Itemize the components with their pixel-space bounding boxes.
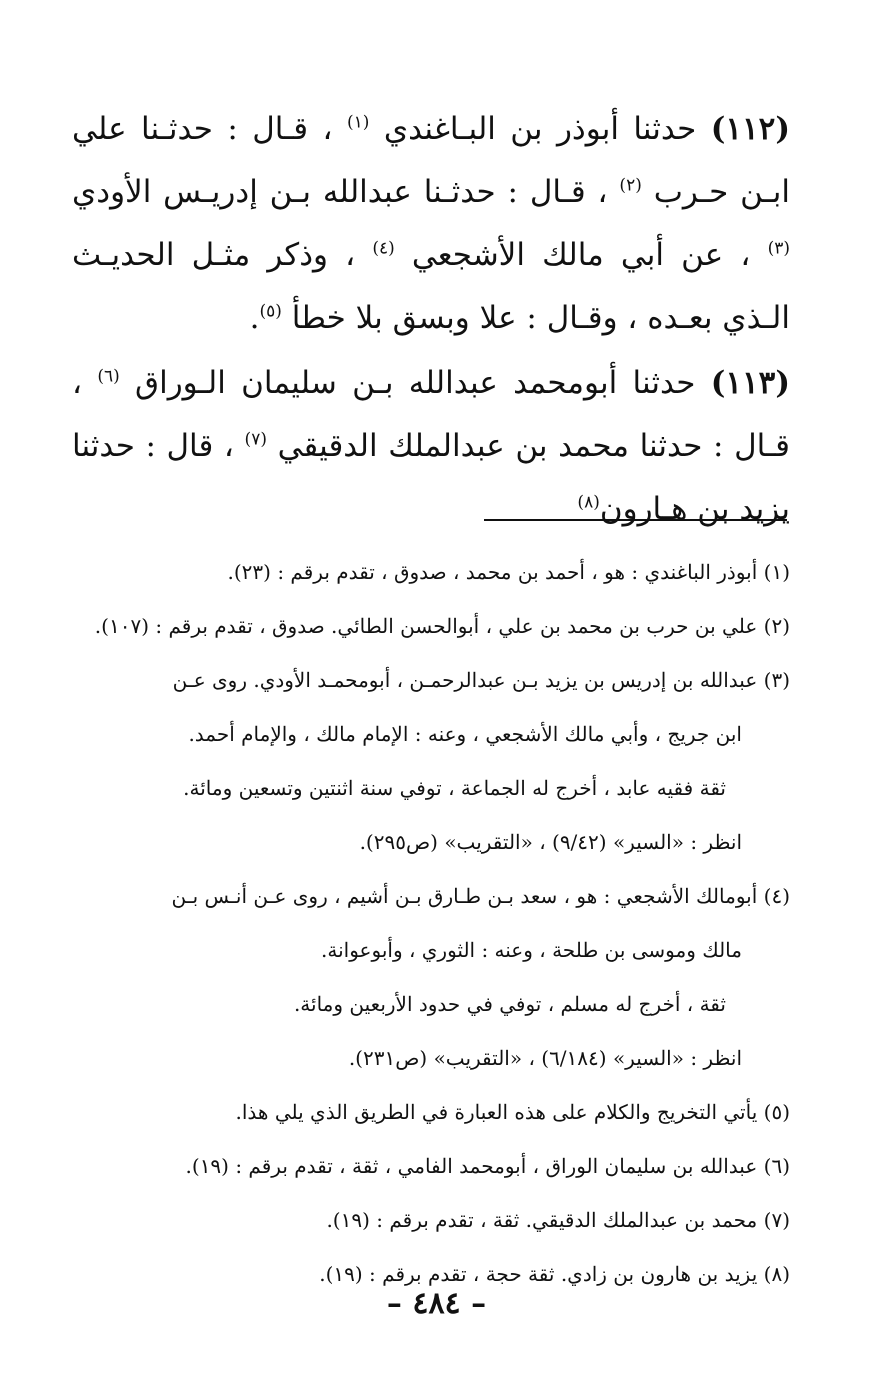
hadith-number: (١١٣) [710,365,790,401]
footnote-line: ثقة فقيه عابد ، أخرج له الجماعة ، توفي سنة اثنتين وتسعين ومائة. [183,776,726,800]
footnote-line: (٣) عبدالله بن إدريس بن يزيد بـن عبدالرحمـن ، أبومحمـد الأودي. روى عـن [172,668,790,692]
text-segment: ، قـال : حدثنا محمد بن عبدالملك الدقيقي [72,365,790,464]
footnote-line: (٨) يزيد بن هارون بن زادي. ثقة حجة ، تقدم برقم : (١٩). [319,1262,790,1286]
footnote-7 [70,1193,790,1247]
footnotes [70,545,790,1301]
footnote-ref[interactable]: (٦) [97,366,120,387]
footnote-ref[interactable]: (١) [346,112,370,133]
footnote-line: ثقة ، أخرج له مسلم ، توفي في حدود الأربعين ومائة. [293,992,726,1016]
footnote-line: (٢) علي بن حرب بن محمد بن علي ، أبوالحسن الطائي. صدوق ، تقدم برقم : (١٠٧). [94,614,790,638]
footnote-1 [70,545,790,599]
footnote-line: (٧) محمد بن عبدالملك الدقيقي. ثقة ، تقدم برقم : (١٩). [326,1208,790,1232]
footnote-line: انظر : «السير» (٩/٤٢) ، «التقريب» (ص٢٩٥). [359,830,742,854]
paragraph-113-text [72,352,790,541]
footnote-2 [70,599,790,653]
text-segment: حدثنا أبومحمد عبدالله بـن سليمان الـوراق [119,365,711,401]
footnote-line: (٥) يأتي التخريج والكلام على هذه العبارة في الطريق الذي يلي هذا. [235,1100,790,1124]
footnote-ref[interactable]: (٣) [767,238,790,259]
footnote-line: ابن جريج ، وأبي مالك الأشجعي ، وعنه : الإمام مالك ، والإمام أحمد. [188,722,742,746]
paragraph-112-text [72,98,790,350]
footnote-line: (٦) عبدالله بن سليمان الوراق ، أبومحمد الفامي ، ثقة ، تقدم برقم : (١٩). [185,1154,790,1178]
text-segment: ، وذكر مثـل الحديـث الـذي بعـده ، وقـال : علا وبسق بلا خطأ [72,237,790,336]
page-number: – ٤٨٤ – [386,1286,487,1321]
footnote-divider [484,519,787,521]
text-segment: ، قال : حدثنا يزيد بن هـارون [72,428,790,527]
footnote-4 [70,869,790,1085]
footnote-ref[interactable]: (٧) [244,429,267,450]
hadith-number: (١١٢) [710,111,790,147]
footnote-line: (٤) أبومالك الأشجعي : هو ، سعد بـن طـارق بـن أشيم ، روى عـن أنـس بـن [171,884,790,908]
footnote-5 [70,1085,790,1139]
text-segment: حدثنا أبوذر بن البـاغندي [369,111,711,147]
paragraph-112 [72,98,790,350]
footnote-line: مالك وموسى بن طلحة ، وعنه : الثوري ، وأبوعوانة. [321,938,742,962]
footnote-6 [70,1139,790,1193]
text-segment: ، عن أبي مالك الأشجعي [394,237,768,273]
footnote-3 [70,653,790,869]
footnote-ref[interactable]: (٤) [372,238,395,259]
paragraph-113 [72,352,790,541]
footnote-line: (١) أبوذر الباغندي : هو ، أحمد بن محمد ، صدوق ، تقدم برقم : (٢٣). [227,560,790,584]
footnote-ref[interactable]: (٢) [619,175,642,196]
text-segment: ، قـال : حدثـنا علي ابـن حـرب [72,111,791,210]
footnote-line: انظر : «السير» (٦/١٨٤) ، «التقريب» (ص٢٣١). [348,1046,742,1070]
text-segment: ، قـال : حدثـنا عبدالله بـن إدريـس الأودي [72,174,620,210]
footnote-ref[interactable]: (٨) [577,492,600,513]
text-segment: . [249,300,260,336]
footnote-ref[interactable]: (٥) [259,301,282,322]
